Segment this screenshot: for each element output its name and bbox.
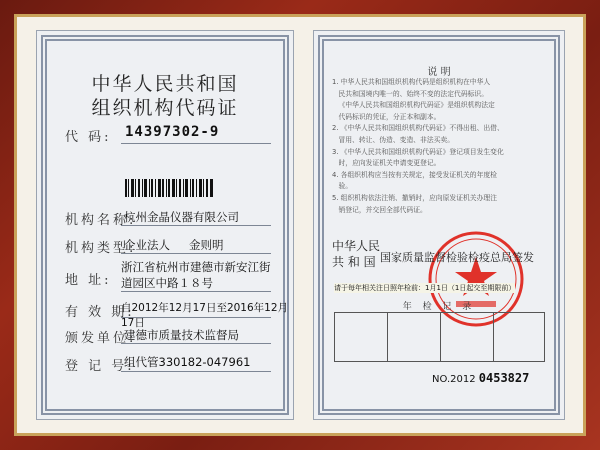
address-line2: 道园区中路１８号	[121, 276, 213, 290]
registration-underline	[121, 371, 271, 372]
type-underline	[121, 253, 271, 254]
validity-value: 自2012年12月17日至2016年12月17日	[121, 302, 289, 329]
registration-label: 登 记 号:	[65, 359, 135, 374]
address-label: 地 址:	[65, 273, 112, 288]
type-label: 机构类型:	[65, 241, 137, 256]
certificate-title-line2: 组织机构代码证	[91, 97, 239, 119]
annual-inspection-table	[334, 312, 545, 362]
validity-label: 有 效 期:	[65, 305, 135, 320]
address-underline	[121, 291, 271, 292]
registration-value: 组代管330182-047961	[124, 355, 251, 369]
issuer-country-line1: 中华人民	[332, 239, 381, 253]
annual-table-cell	[493, 313, 494, 361]
type-value: 企业法人	[124, 238, 170, 252]
notice-title: 说 明	[427, 67, 451, 78]
annual-table-cell	[440, 313, 441, 361]
code-value: 14397302-9	[125, 124, 220, 140]
certificate-main-panel	[36, 30, 294, 420]
issuer-organization: 国家质量监督检验检疫总局签发	[380, 251, 534, 264]
serial-number-row	[432, 371, 529, 385]
address-line1: 浙江省杭州市建德市新安江街	[121, 260, 271, 274]
authority-label: 颁发单位:	[65, 331, 137, 346]
name-value: 杭州金晶仪器有限公司	[124, 210, 239, 224]
validity-underline	[121, 317, 271, 318]
serial-number: 0453827	[478, 371, 530, 385]
legal-representative: 金则明	[189, 238, 224, 252]
annual-check-reminder: 请于每年相关注日照年检前：1月1日（1日起交至期限前）	[334, 284, 516, 292]
annual-table-cell	[387, 313, 388, 361]
code-label: 代 码:	[65, 130, 112, 145]
name-label: 机构名称:	[65, 213, 137, 228]
serial-prefix: NO.2012	[432, 374, 476, 385]
certificate-title-line1: 中华人民共和国	[91, 73, 239, 95]
certificate-notice-panel	[313, 30, 565, 420]
code-underline	[121, 143, 271, 144]
authority-value: 建德市质量技术监督局	[124, 328, 239, 342]
name-underline	[121, 225, 271, 226]
barcode-image	[125, 179, 213, 197]
issuer-country-line2: 共 和 国	[332, 255, 376, 269]
annual-inspection-title: 年 检 记 录	[402, 302, 476, 312]
authority-underline	[121, 343, 271, 344]
notice-text: 1. 中华人民共和国组织机构代码是组织机构在中华人 民共和国境内唯一的、始终不变的法定代码标识。 《中华人民共和国组织机构代码证》是组织机构法定 代码标识的凭证，分正本和副本。 2. 《中华人民共和国组织机构代码证》不得出租、出借、 冒用、转让、伪造、变造、非法买卖。 3. 《中华人民共和国组织机构代码证》登记项目发生变化 时，应向发证机关申请变更登记。 4. 各组织机构应当按有关规定，接受发证机关的年度检 验。 5. 组织机构依法注销、撤销时，应向原发证机关办理注 销登记，并交回全部代码证。	[332, 78, 504, 214]
